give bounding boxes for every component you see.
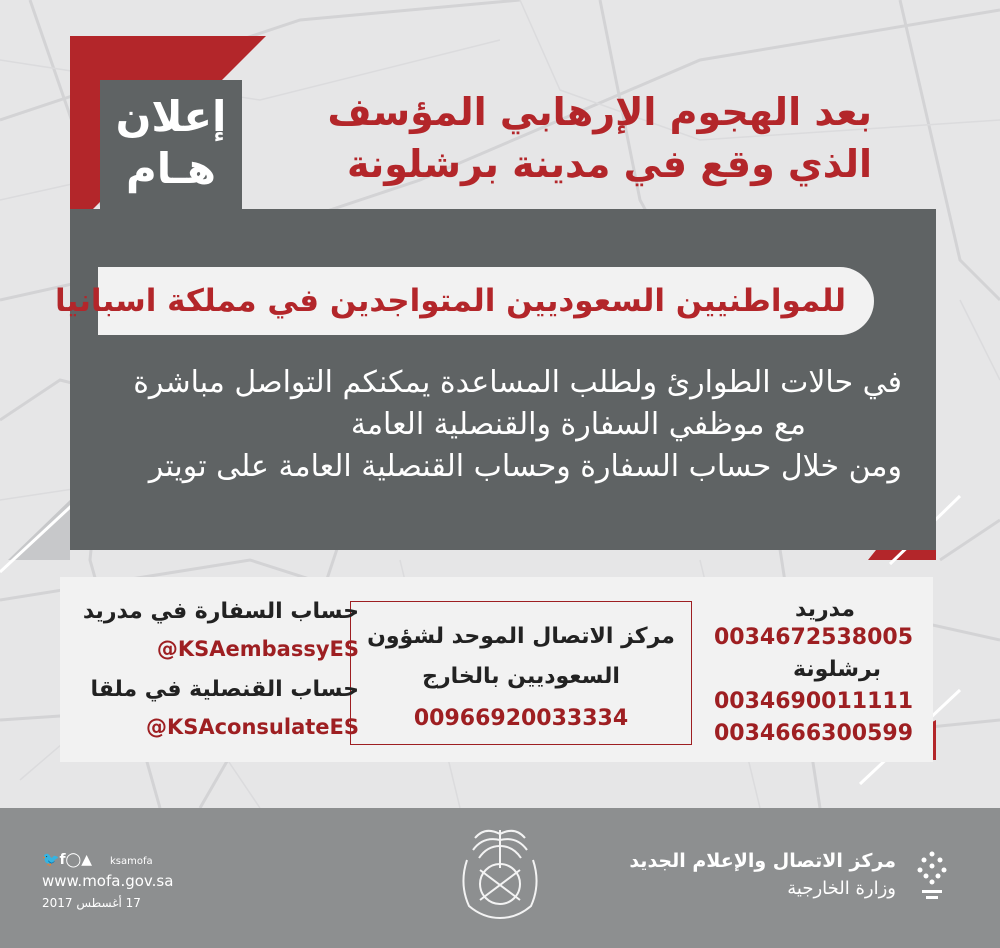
org-name-line-1: مركز الاتصال والإعلام الجديد bbox=[629, 850, 896, 872]
message-line-3: ومن خلال حساب السفارة وحساب القنصلية العامة على تويتر bbox=[148, 449, 902, 484]
contact-info-panel bbox=[60, 577, 933, 762]
madrid-label: مدريد bbox=[795, 597, 855, 622]
consulate-twitter-handle[interactable]: @KSAconsulateES bbox=[145, 715, 359, 739]
ministry-emblem bbox=[445, 820, 555, 938]
contact-center-logo-icon bbox=[912, 848, 952, 904]
message-panel bbox=[54, 209, 936, 550]
barcelona-label: برشلونة bbox=[793, 657, 881, 682]
consulate-account-label: حساب القنصلية في ملقا bbox=[90, 677, 359, 702]
headline-line-2: الذي وقع في مدينة برشلونة bbox=[346, 142, 872, 186]
social-handle[interactable]: ksamofa bbox=[110, 856, 153, 867]
embassy-twitter-handle[interactable]: @KSAembassyES bbox=[156, 637, 359, 661]
twitter-icon[interactable]: 🐦 bbox=[42, 852, 60, 868]
announcement-badge bbox=[100, 80, 242, 214]
message-line-1: في حالات الطوارئ ولطلب المساعدة يمكنكم التواصل مباشرة bbox=[133, 365, 902, 400]
barcelona-phone-1[interactable]: 0034690011111 bbox=[714, 689, 913, 714]
snapchat-icon[interactable]: ▲ bbox=[81, 852, 92, 868]
social-icons bbox=[42, 852, 92, 868]
contact-center-title-2: السعوديين بالخارج bbox=[422, 664, 620, 689]
org-name-line-2: وزارة الخارجية bbox=[787, 878, 896, 899]
instagram-icon[interactable]: ◯ bbox=[65, 852, 82, 868]
unified-contact-center-box bbox=[350, 601, 692, 745]
badge-line-1: إعلان bbox=[115, 92, 227, 141]
website-url[interactable]: www.mofa.gov.sa bbox=[42, 872, 174, 890]
footer bbox=[0, 808, 1000, 948]
audience-banner bbox=[54, 267, 874, 335]
madrid-phone[interactable]: 0034672538005 bbox=[714, 625, 913, 650]
barcelona-phone-2[interactable]: 0034666300599 bbox=[714, 721, 913, 746]
embassy-account-label: حساب السفارة في مدريد bbox=[82, 599, 359, 624]
message-line-2: مع موظفي السفارة والقنصلية العامة bbox=[350, 407, 806, 442]
badge-line-2: هـام bbox=[125, 144, 217, 193]
facebook-icon[interactable]: f bbox=[59, 852, 66, 868]
headline-line-1: بعد الهجوم الإرهابي المؤسف bbox=[327, 90, 872, 134]
publish-date: 17 أغسطس 2017 bbox=[42, 896, 141, 910]
contact-center-title-1: مركز الاتصال الموحد لشؤون bbox=[367, 624, 675, 649]
contact-center-phone[interactable]: 00966920033334 bbox=[413, 706, 629, 731]
audience-banner-text: للمواطنيين السعوديين المتواجدين في مملكة اسبانيا bbox=[54, 283, 846, 319]
